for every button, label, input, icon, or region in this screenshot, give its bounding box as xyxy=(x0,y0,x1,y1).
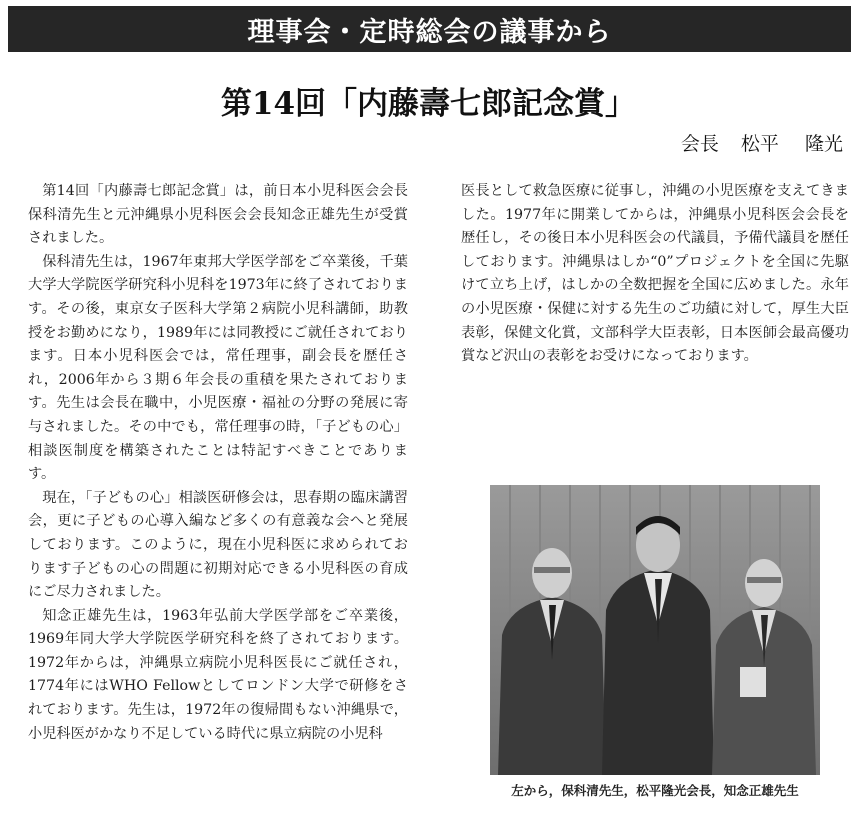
award-photo xyxy=(490,485,820,775)
paragraph: 第14回「内藤壽七郎記念賞」は，前日本小児科医会会長 保科清先生と元沖縄県小児科医会会長知念正雄先生が受賞されました。 xyxy=(28,183,423,247)
paragraph: 知念正雄先生は，1963年弘前大学医学部をご卒業後，1969年同大学大学院医学研究科を終了されております。1972年からは，沖縄県立病院小児科医長にご就任され，1774年にはWHO Fellowとしてロンドン大学で研修をされております。先生は，1972年の復帰間もない沖縄県で，小児科医がかなり不足している時代に県立病院の小児科 xyxy=(28,607,408,742)
photo-illustration xyxy=(490,485,820,775)
author-given-name: 隆光 xyxy=(804,133,843,155)
paragraph: 医長として救急医療に従事し，沖縄の小児医療を支えてきました。1977年に開業してからは，沖縄県小児科医会会長を歴任し，その後日本小児科医会の代議員，予備代議員を歴任しております。沖縄県はしか“0”プロジェクトを全国に先駆けて立ち上げ，はしかの全数把握を全国に広めました。永年の小児医療・保健に対する先生のご功績に対して，厚生大臣表彰，保健文化賞，文部科学大臣表彰，日本医師会最高優功賞など沢山の表彰をお受けになっております。 xyxy=(461,183,849,365)
photo-caption: 左から，保科清先生，松平隆光会長，知念正雄先生 xyxy=(511,783,799,798)
section-banner xyxy=(8,6,851,52)
paragraph: 保科清先生は，1967年東邦大学医学部をご卒業後，千葉大学大学院医学研究科小児科を1973年に終了されております。その後，東京女子医科大学第２病院小児科講師，助教授をお勤めになり，1989年には同教授にご就任されております。日本小児科医会では，常任理事，副会長を歴任され，2006年から３期６年会長の重積を果たされております。先生は会長在職中，小児医療・福祉の分野の発展に寄与されました。その中でも，常任理事の時，「子どもの心」相談医制度を構築されたことは特記すべきことであります。 xyxy=(28,253,408,483)
body-column-left xyxy=(28,180,423,746)
article-author xyxy=(681,129,843,156)
banner-text: 理事会・定時総会の議事から xyxy=(247,16,612,48)
author-family-name: 松平 xyxy=(740,133,779,155)
author-role: 会長 xyxy=(680,133,719,155)
article-title: 第14回「内藤壽七郎記念賞」 xyxy=(220,86,637,122)
paragraph: 現在，「子どもの心」相談医研修会は，思春期の臨床講習会，更に子どもの心導入編など多くの有意義な会へと発展しております。このように，現在小児科医に求められております子どもの心の問題に初期対応できる小児科医の育成にご尽力されました。 xyxy=(28,489,408,601)
body-column-right xyxy=(461,180,849,369)
